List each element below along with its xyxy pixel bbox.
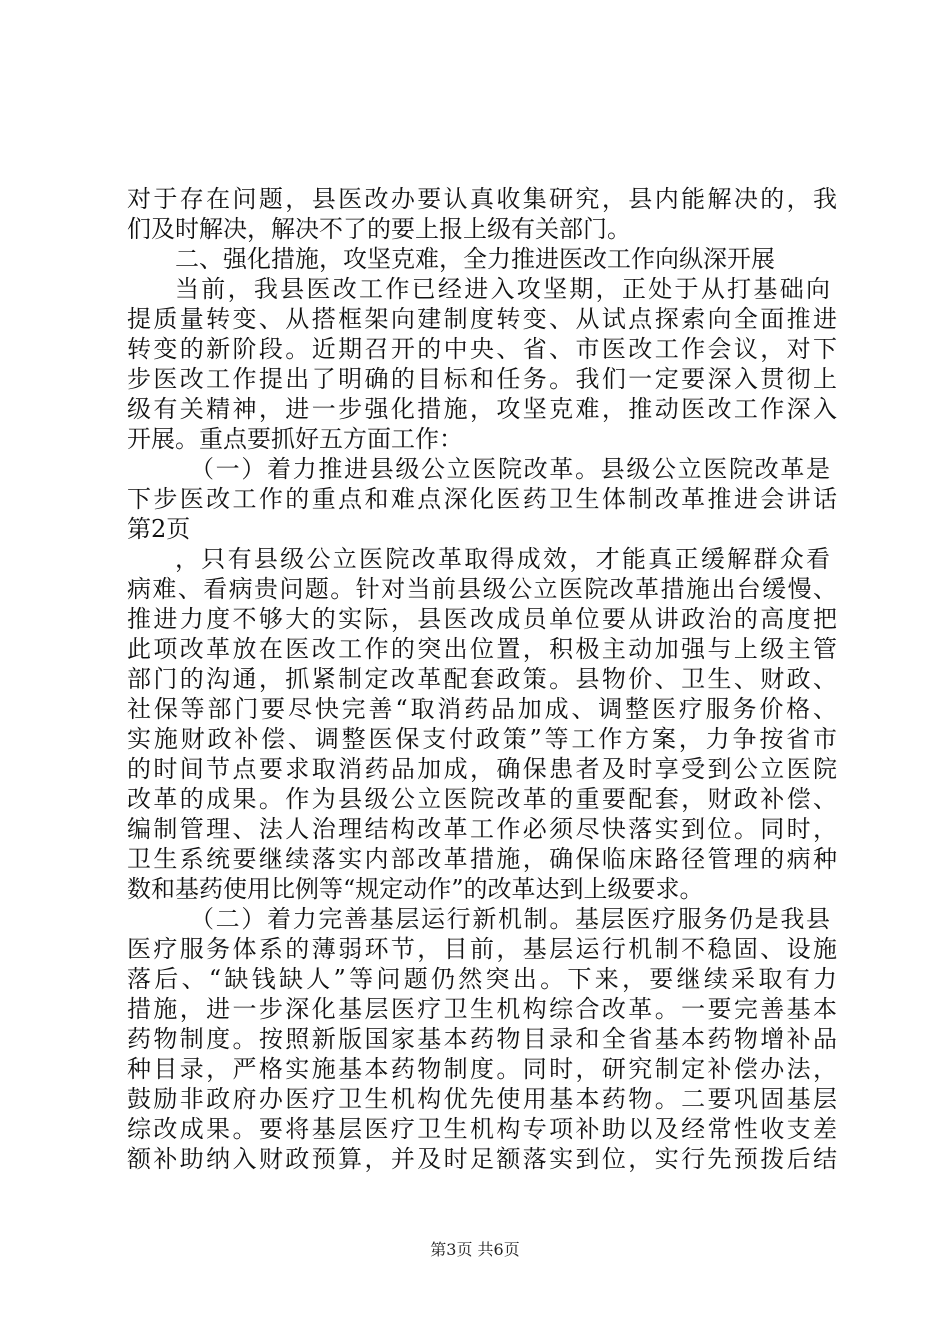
text-line: 额补助纳入财政预算，并及时足额落实到位，实行先预拨后结 [127, 1145, 837, 1173]
text-line: 药物制度。按照新版国家基本药物目录和全省基本药物增补品 [127, 1025, 837, 1053]
text-line: 病难、看病贵问题。针对当前县级公立医院改革措施出台缓慢、 [127, 575, 837, 603]
subsection-heading: （一）着力推进县级公立医院改革。县级公立医院改革是 [190, 455, 830, 483]
text-line: 落后、“缺钱缺人”等问题仍然突出。下来，要继续采取有力 [127, 965, 837, 993]
text-line: 医疗服务体系的薄弱环节，目前，基层运行机制不稳固、设施 [127, 935, 837, 963]
text-line: 下步医改工作的重点和难点深化医药卫生体制改革推进会讲话 [127, 485, 837, 513]
text-line: 对于存在问题，县医改办要认真收集研究，县内能解决的，我 [127, 185, 837, 213]
text-line: 编制管理、法人治理结构改革工作必须尽快落实到位。同时， [127, 815, 837, 843]
text-line: 改革的成果。作为县级公立医院改革的重要配套，财政补偿、 [127, 785, 837, 813]
text-line: 鼓励非政府办医疗卫生机构优先使用基本药物。二要巩固基层 [127, 1085, 837, 1113]
text-line: 卫生系统要继续落实内部改革措施，确保临床路径管理的病种 [127, 845, 837, 873]
text-line: 的时间节点要求取消药品加成，确保患者及时享受到公立医院 [127, 755, 837, 783]
text-line: 此项改革放在医改工作的突出位置，积极主动加强与上级主管 [127, 635, 837, 663]
text-line: 数和基药使用比例等“规定动作”的改革达到上级要求。 [127, 875, 704, 903]
text-line: 综改成果。要将基层医疗卫生机构专项补助以及经常性收支差 [127, 1115, 837, 1143]
text-line: 级有关精神，进一步强化措施，攻坚克难，推动医改工作深入 [127, 395, 837, 423]
text-line: ，只有县级公立医院改革取得成效，才能真正缓解群众看 [175, 545, 830, 573]
text-line: 步医改工作提出了明确的目标和任务。我们一定要深入贯彻上 [127, 365, 837, 393]
text-line: 提质量转变、从搭框架向建制度转变、从试点探索向全面推进 [127, 305, 837, 333]
page-footer: 第3页 共6页 [430, 1240, 520, 1259]
text-line: 部门的沟通，抓紧制定改革配套政策。县物价、卫生、财政、 [127, 665, 837, 693]
text-line: 转变的新阶段。近期召开的中央、省、市医改工作会议，对下 [127, 335, 837, 363]
text-line: 种目录，严格实施基本药物制度。同时，研究制定补偿办法， [127, 1055, 837, 1083]
section-heading: 二、强化措施，攻坚克难，全力推进医改工作向纵深开展 [175, 245, 775, 273]
text-line: 实施财政补偿、调整医保支付政策”等工作方案，力争按省市 [127, 725, 837, 753]
page-marker: 第2页 [127, 515, 191, 543]
text-line: 社保等部门要尽快完善“取消药品加成、调整医疗服务价格、 [127, 695, 837, 723]
text-line: 当前，我县医改工作已经进入攻坚期，正处于从打基础向 [175, 275, 830, 303]
text-line: 开展。重点要抓好五方面工作： [127, 425, 463, 453]
text-line: 措施，进一步深化基层医疗卫生机构综合改革。一要完善基本 [127, 995, 837, 1023]
text-line: 们及时解决，解决不了的要上报上级有关部门。 [127, 215, 631, 243]
text-line: 推进力度不够大的实际，县医改成员单位要从讲政治的高度把 [127, 605, 837, 633]
subsection-heading: （二）着力完善基层运行新机制。基层医疗服务仍是我县 [190, 905, 830, 933]
